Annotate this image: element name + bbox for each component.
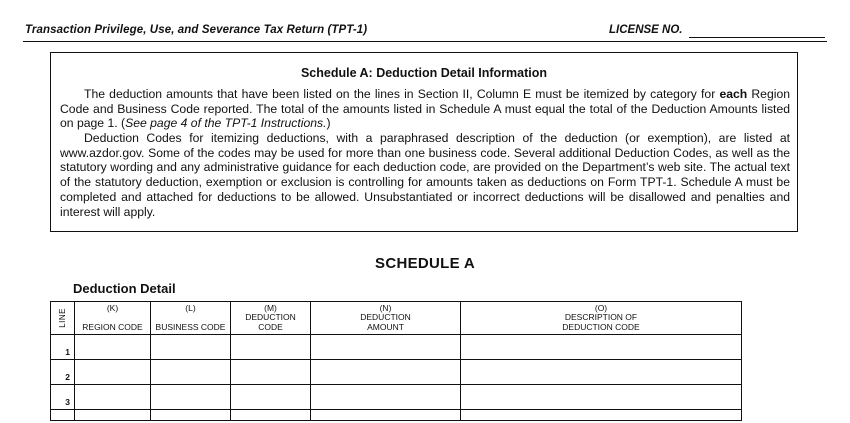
deduction-amount-cell[interactable] <box>311 360 461 385</box>
form-title: Transaction Privilege, Use, and Severance Tax Return (TPT-1) <box>25 24 368 36</box>
region-code-cell[interactable] <box>75 385 151 410</box>
region-code-cell[interactable] <box>75 335 151 360</box>
table-row <box>51 410 742 421</box>
column-header-deduction-amount <box>311 302 461 335</box>
column-label: BUSINESS CODE <box>155 321 226 332</box>
deduction-code-cell[interactable] <box>231 385 311 410</box>
deduction-code-cell[interactable] <box>231 360 311 385</box>
line-number: 3 <box>51 385 75 410</box>
description-cell[interactable] <box>461 410 742 421</box>
info-text: ) <box>326 116 331 131</box>
column-header-region-code <box>75 302 151 335</box>
deduction-amount-cell[interactable] <box>311 385 461 410</box>
table-row <box>51 385 742 410</box>
header-divider <box>23 41 827 42</box>
column-letter: (L) <box>185 303 196 313</box>
info-italic-text: See page 4 of the TPT-1 Instructions. <box>125 116 327 131</box>
business-code-cell[interactable] <box>151 410 231 421</box>
column-header-business-code <box>151 302 231 335</box>
info-text: The deduction amounts that have been listed on the lines in Section II, Column E must be itemized by category for <box>84 87 720 101</box>
description-cell[interactable] <box>461 335 742 360</box>
schedule-info-box <box>50 52 798 232</box>
column-label: DEDUCTION AMOUNT <box>360 312 411 332</box>
deduction-amount-cell[interactable] <box>311 335 461 360</box>
info-paragraph-2: Deduction Codes for itemizing deductions, with a paraphrased description of the deduction (or exemption), are listed at www.azdor.gov. Some of the codes may be used for more than one business code. Several additional Deduction Codes, as well as the statutory wording and any administrative guidance for each deduction code, are provided on the Department’s web site. The actual text of the statutory deduction, exemption or exclusion is controlling for amounts taken as deductions on Form TPT-1. Schedule A must be completed and attached for deductions to be allowed. Unsubstantiated or incorrect deductions will be disallowed and penalties and interest will apply. <box>60 131 790 219</box>
column-letter: (M) <box>264 303 277 313</box>
column-letter: (O) <box>594 303 608 313</box>
business-code-cell[interactable] <box>151 335 231 360</box>
deduction-code-cell[interactable] <box>231 410 311 421</box>
info-paragraph-1 <box>60 87 790 131</box>
deduction-detail-table <box>50 301 742 421</box>
info-heading: Schedule A: Deduction Detail Information <box>300 66 548 80</box>
info-bold-text: each <box>719 87 748 101</box>
column-header-deduction-code <box>231 302 311 335</box>
line-header-label: LINE <box>57 308 67 328</box>
region-code-cell[interactable] <box>75 410 151 421</box>
line-number: 2 <box>51 360 75 385</box>
column-label: DESCRIPTION OF DEDUCTION CODE <box>562 312 640 332</box>
deduction-detail-title: Deduction Detail <box>73 281 176 296</box>
description-cell[interactable] <box>461 385 742 410</box>
column-letter: (K) <box>106 303 119 313</box>
column-letter: (N) <box>379 303 392 313</box>
deduction-code-cell[interactable] <box>231 335 311 360</box>
line-number: 1 <box>51 335 75 360</box>
column-label: DEDUCTION CODE <box>245 312 296 332</box>
license-number-field[interactable] <box>689 37 825 38</box>
table-row <box>51 335 742 360</box>
table-header-row <box>51 302 742 335</box>
license-label: LICENSE NO. <box>609 24 683 36</box>
business-code-cell[interactable] <box>151 360 231 385</box>
schedule-title: SCHEDULE A <box>375 255 475 272</box>
column-label: REGION CODE <box>82 321 143 332</box>
region-code-cell[interactable] <box>75 360 151 385</box>
description-cell[interactable] <box>461 360 742 385</box>
deduction-amount-cell[interactable] <box>311 410 461 421</box>
column-header-description <box>461 302 742 335</box>
table-row <box>51 360 742 385</box>
line-header <box>51 302 75 335</box>
business-code-cell[interactable] <box>151 385 231 410</box>
info-text: Region Code and Business Code reported. The total of the amounts listed in Schedule A must equal the total of the Deduction Amounts listed on page 1. ( <box>60 87 790 131</box>
line-number <box>51 410 75 421</box>
